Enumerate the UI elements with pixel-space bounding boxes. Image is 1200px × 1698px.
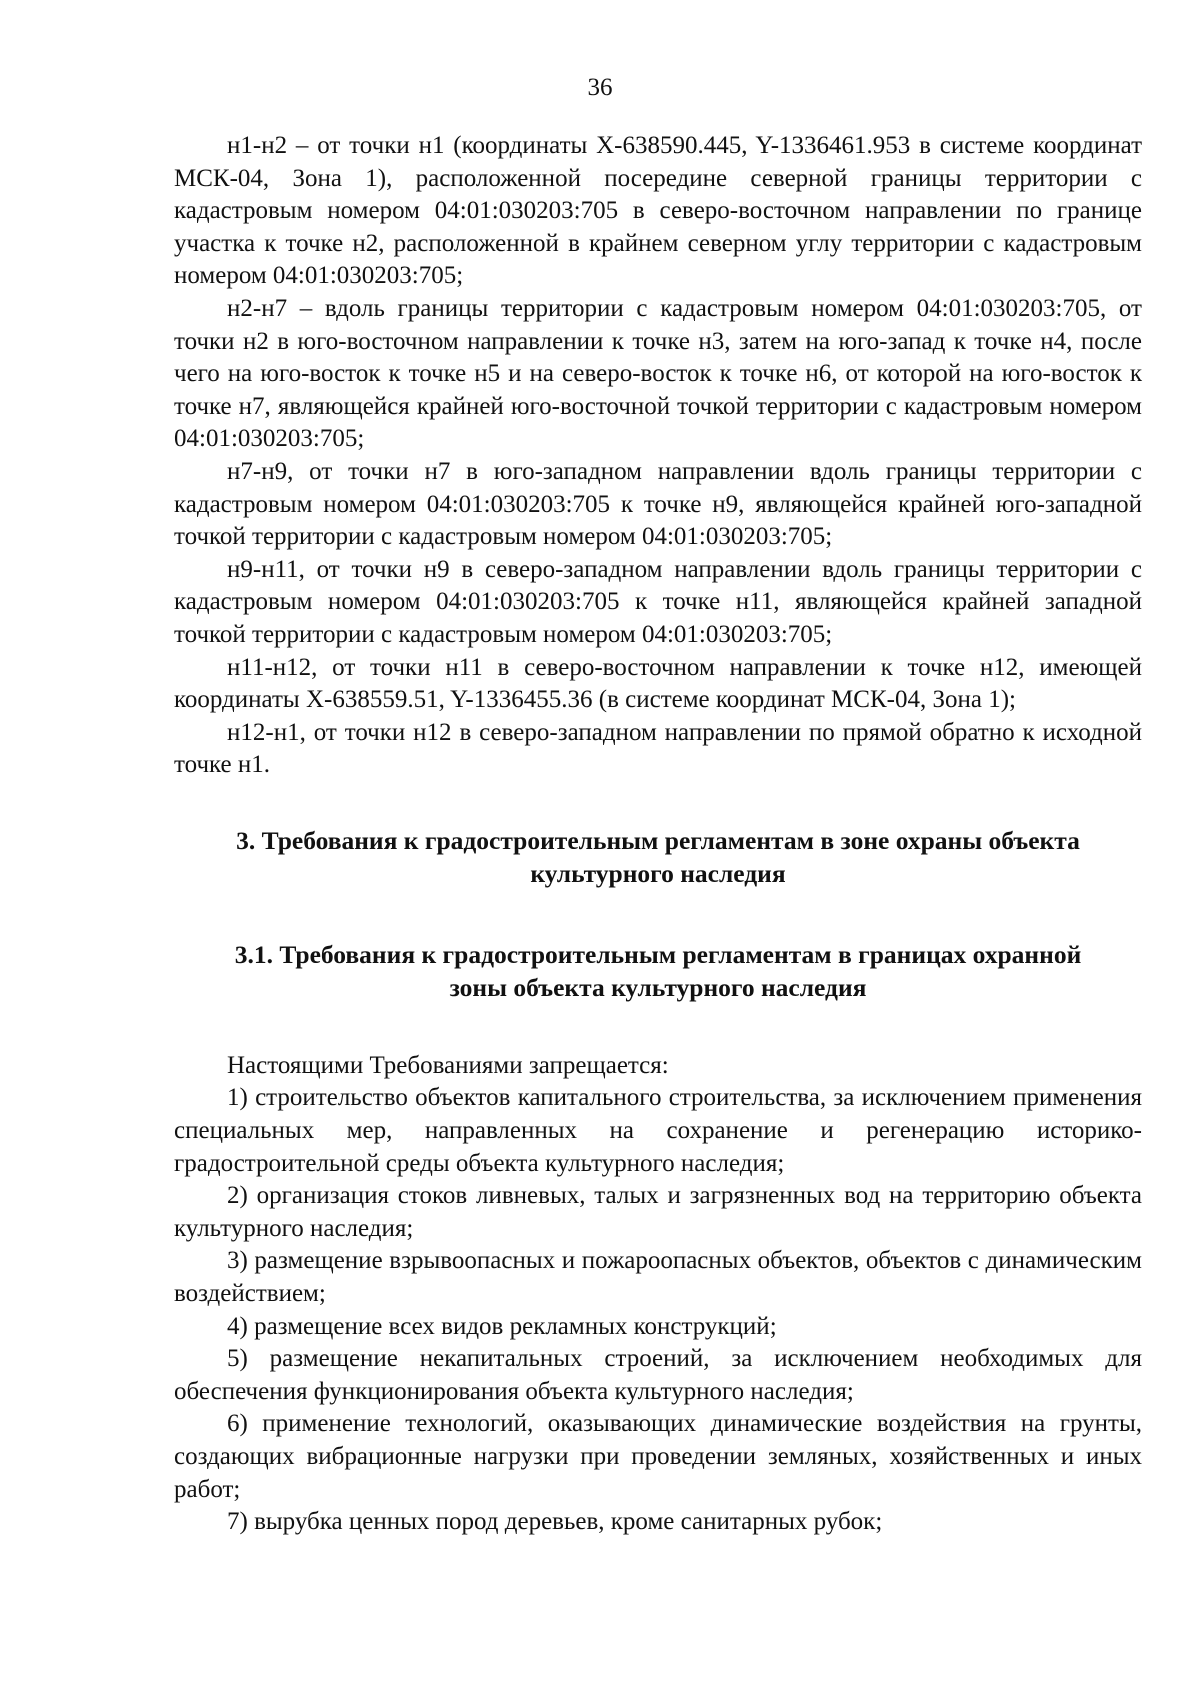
paragraph: н7-н9, от точки н7 в юго-западном направлении вдоль границы территории с кадастровым номером 04:01:030203:705 к точке н9, являющейся крайней юго-западной точкой территории с кадастровым номером 04:01:030203:705; <box>174 457 1142 551</box>
list-item: 6) применение технологий, оказывающих динамические воздействия на грунты, создающих вибрационные нагрузки при проведении земляных, хозяйственных и иных работ; <box>174 1410 1142 1503</box>
list-item: 3) размещение взрывоопасных и пожароопасных объектов, объектов с динамическим воздействием; <box>174 1247 1142 1308</box>
document-body <box>174 130 1142 1539</box>
list-item: 7) вырубка ценных пород деревьев, кроме санитарных рубок; <box>227 1508 883 1536</box>
paragraph: н9-н11, от точки н9 в северо-западном направлении вдоль границы территории с кадастровым номером 04:01:030203:705 к точке н11, являющейся крайней западной точкой территории с кадастровым номером 04:01:030203:705; <box>174 555 1142 648</box>
page-number: 36 <box>587 74 613 101</box>
paragraph: н12-н1, от точки н12 в северо-западном направлении по прямой обратно к исходной точке н1. <box>174 718 1142 779</box>
list-item: 1) строительство объектов капитального строительства, за исключением применения специальных мер, направленных на сохранение и регенерацию историко-градостроительной среды объекта культурного наследия; <box>174 1084 1142 1177</box>
heading-line: 3. Требования к градостроительным регламентам в зоне охраны объекта <box>236 825 1080 855</box>
list-item: 2) организация стоков ливневых, талых и загрязненных вод на территорию объекта культурного наследия; <box>174 1182 1142 1242</box>
paragraph: н2-н7 – вдоль границы территории с кадастровым номером 04:01:030203:705, от точки н2 в юго-восточном направлении к точке н3, затем на юго-запад к точке н4, после чего на юго-восток к точке н5 и на северо-восток к точке н6, от которой на юго-восток к точке н7, являющейся крайней юго-восточной точкой территории с кадастровым номером 04:01:030203:705; <box>174 294 1142 453</box>
paragraph: н11-н12, от точки н11 в северо-восточном направлении к точке н12, имеющей координаты X-638559.51, Y-1336455.36 (в системе координат МСК-04, Зона 1); <box>174 653 1142 714</box>
prohibitions-intro: Настоящими Требованиями запрещается: <box>227 1051 669 1079</box>
section-3-heading <box>174 824 1142 890</box>
list-item: 4) размещение всех видов рекламных конструкций; <box>227 1312 777 1340</box>
heading-line: 3.1. Требования к градостроительным регламентам в границах охранной <box>234 939 1082 969</box>
heading-line: культурного наследия <box>530 858 786 888</box>
prohibitions-list <box>174 1082 1142 1538</box>
boundary-description <box>174 130 1142 782</box>
heading-line: зоны объекта культурного наследия <box>449 972 867 1002</box>
list-item: 5) размещение некапитальных строений, за исключением необходимых для обеспечения функционирования объекта культурного наследия; <box>174 1345 1142 1405</box>
paragraph: н1-н2 – от точки н1 (координаты X-638590.445, Y-1336461.953 в системе координат МСК-04, Зона 1), расположенной посередине северной границы территории с кадастровым номером 04:01:030203:705 в северо-восточном направлении по границе участка к точке н2, расположенной в крайнем северном углу территории с кадастровым номером 04:01:030203:705; <box>174 132 1142 290</box>
section-3-1-heading <box>174 938 1142 1004</box>
